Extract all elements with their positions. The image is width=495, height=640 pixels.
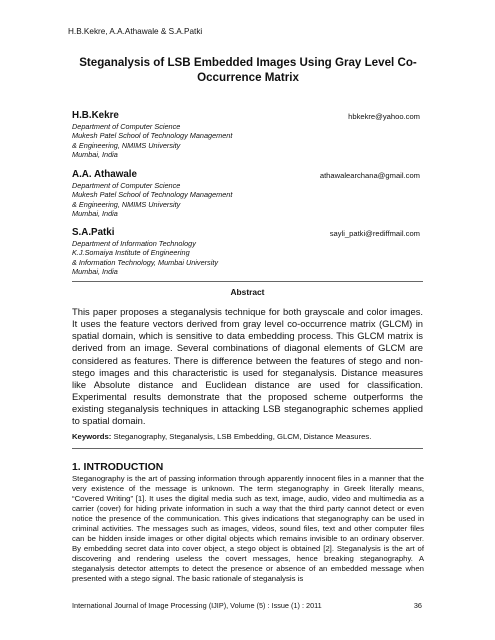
author-affiliation-3 bbox=[72, 239, 302, 276]
affiliation-line: Mumbai, India bbox=[72, 149, 118, 159]
paper-title bbox=[60, 56, 436, 86]
affiliation-line: K.J.Somaiya Institute of Engineering bbox=[72, 248, 190, 258]
page-number: 36 bbox=[413, 601, 422, 610]
divider-top bbox=[72, 281, 423, 282]
keywords-text: Steganography, Steganalysis, LSB Embedding, GLCM, Distance Measures. bbox=[111, 432, 372, 441]
title-line-1: Steganalysis of LSB Embedded Images Using Gray Level Co- bbox=[79, 56, 417, 69]
section-heading-introduction: 1. INTRODUCTION bbox=[72, 462, 164, 473]
keywords bbox=[72, 432, 423, 441]
title-line-2: Occurrence Matrix bbox=[197, 70, 299, 84]
author-name-3: S.A.Patki bbox=[72, 227, 115, 238]
abstract-heading: Abstract bbox=[230, 287, 265, 297]
author-email-2: athawalearchana@gmail.com bbox=[319, 171, 420, 180]
abstract-text: This paper proposes a steganalysis technique for both grayscale and color images. It uses the feature vectors derived from gray level co-occurrence matrix (GLCM) in spatial domain, which is sensitive to data embedding process. This GLCM matrix is derived from an image. Several combinations of diagonal elements of GLCM are considered as features. There is difference between the features of stego and non-stego images and this characteristic is used for steganalysis. Distance measures like Absolute distance and Euclidean distance are used for classification. Experimental results demonstrate that the proposed scheme outperforms the existing steganalysis techniques in attacking LSB steganographic schemes applied to spatial domain. bbox=[72, 306, 423, 427]
affiliation-line: Mumbai, India bbox=[72, 266, 118, 276]
author-email-1: hbkekre@yahoo.com bbox=[348, 112, 420, 121]
affiliation-line: & Engineering, NMIMS University bbox=[72, 199, 181, 209]
affiliation-line: Mukesh Patel School of Technology Management bbox=[72, 131, 233, 141]
author-email-3: sayli_patki@rediffmail.com bbox=[329, 229, 420, 238]
author-name-1: H.B.Kekre bbox=[72, 110, 119, 121]
affiliation-line: Department of Computer Science bbox=[72, 122, 181, 131]
affiliation-line: Department of Information Technology bbox=[72, 239, 196, 248]
keywords-label: Keywords: bbox=[72, 432, 112, 441]
author-affiliation-1 bbox=[72, 122, 302, 159]
running-header: H.B.Kekre, A.A.Athawale & S.A.Patki bbox=[68, 27, 203, 36]
divider-bottom bbox=[72, 448, 423, 449]
journal-footer: International Journal of Image Processing (IJIP), Volume (5) : Issue (1) : 2011 bbox=[72, 601, 322, 610]
affiliation-line: Mumbai, India bbox=[72, 208, 118, 218]
affiliation-line: Mukesh Patel School of Technology Management bbox=[72, 190, 233, 200]
author-affiliation-2 bbox=[72, 181, 302, 218]
affiliation-line: & Engineering, NMIMS University bbox=[72, 140, 181, 150]
author-name-2: A.A. Athawale bbox=[72, 169, 137, 180]
introduction-text: Steganography is the art of passing information through apparently innocent files in a manner that the very existence of the message is unknown. The term steganography in Greek literally means, “Covered Writing” [1]. It uses the digital media such as text, image, audio, video and multimedia as a carrier (cover) for hiding private information in such a way that the third party cannot detect or even notice the presence of the communication. This gives indications that steganography can be used in criminal activities. The messages such as images, videos, sound files, text and other computer files can be hidden inside images or other digital objects which remains invisible to an ordinary observer. By embedding secret data into cover object, a stego object is obtained [2]. Steganalysis is the art of discovering and rendering useless the covert messages, hence breaking steganography. A steganalysis detector attempts to detect the presence or absence of an embedded message when presented with a stego signal. The basic rationale of steganalysis is bbox=[72, 474, 424, 584]
affiliation-line: & Information Technology, Mumbai University bbox=[72, 257, 219, 267]
affiliation-line: Department of Computer Science bbox=[72, 181, 181, 190]
